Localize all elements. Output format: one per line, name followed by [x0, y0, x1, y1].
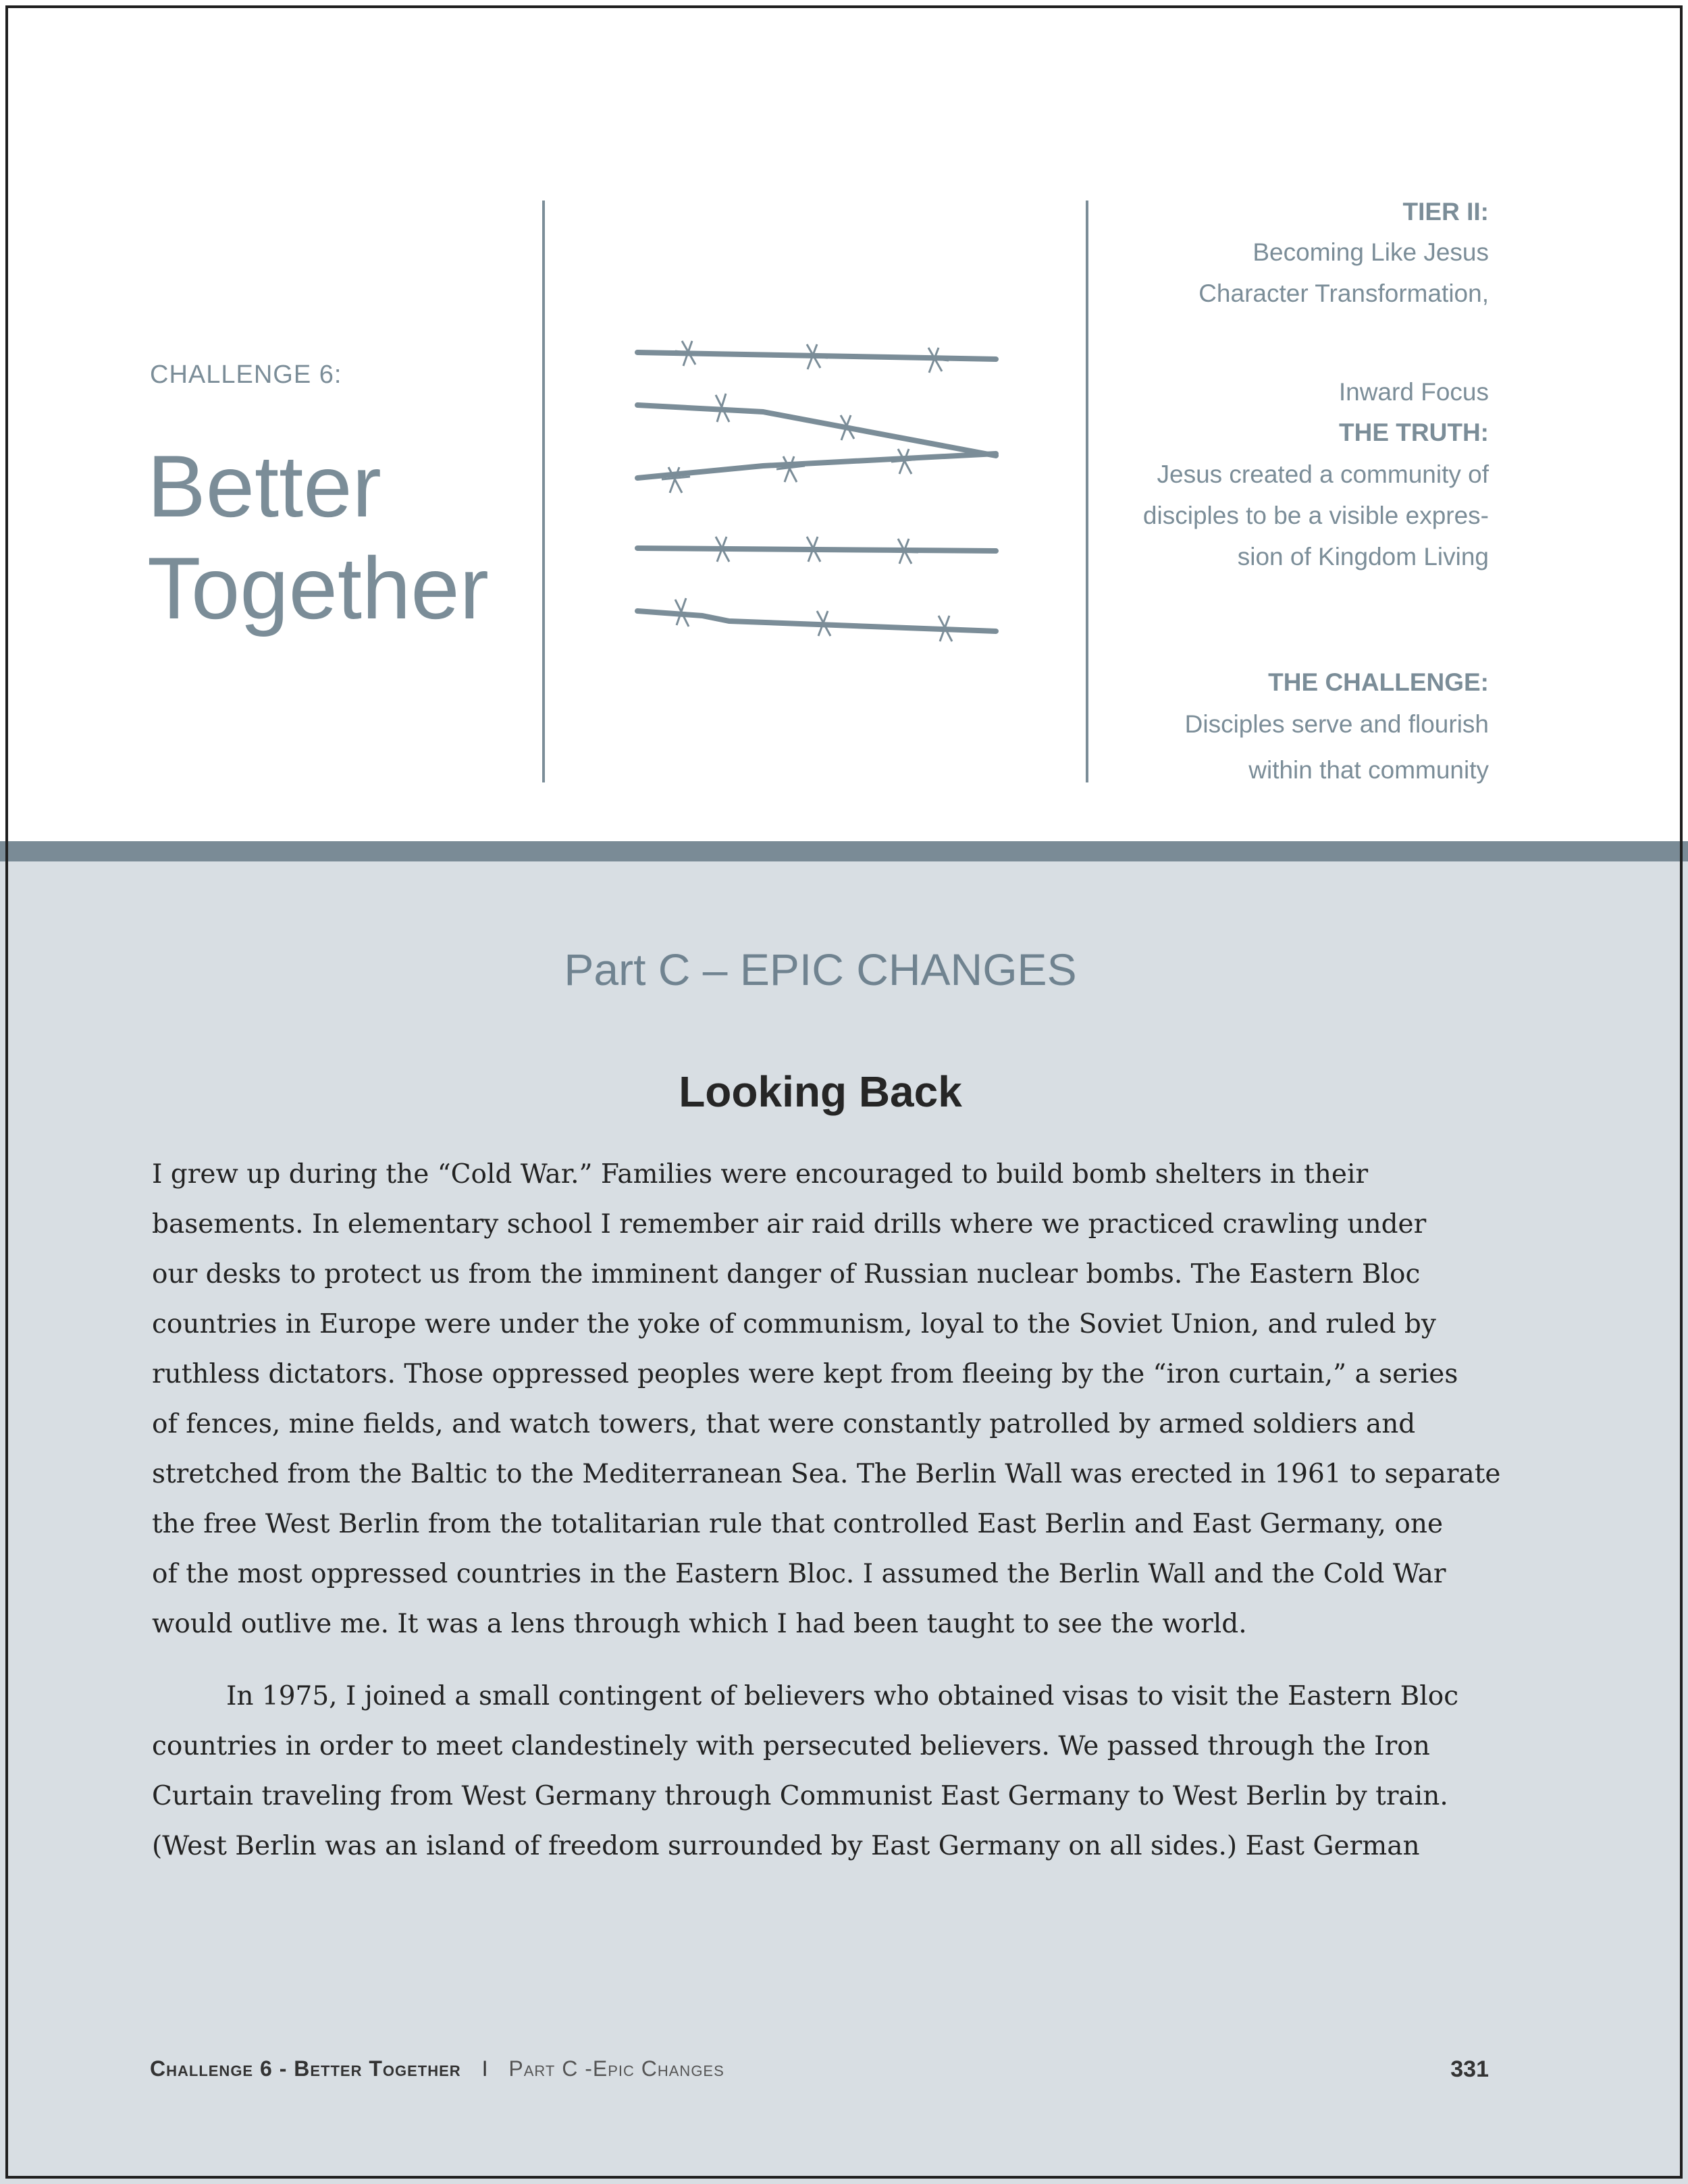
wire-strand-3 [637, 454, 996, 478]
title-line-2: Together [147, 539, 489, 637]
part-heading: Part C – EPIC CHANGES [564, 944, 1077, 994]
paragraph-1 [152, 1150, 1509, 1649]
truth-label: THE TRUTH: [1339, 419, 1489, 446]
paragraph-line: stretched from the Baltic to the Mediterranean Sea. The Berlin Wall was erected in 1961 to separate [152, 1459, 1501, 1489]
footer-separator: I [481, 2056, 488, 2081]
paragraph-line: ruthless dictators. Those oppressed peoples were kept from fleeing by the “iron curtain,” a series [152, 1359, 1458, 1389]
paragraph-line: Curtain traveling from West Germany through Communist East Germany to West Berlin by train. [152, 1781, 1448, 1811]
paragraph-line: (West Berlin was an island of freedom surrounded by East Germany on all sides.) East German [152, 1831, 1420, 1861]
paragraph-line: our desks to protect us from the imminent danger of Russian nuclear bombs. The Eastern Bloc [152, 1259, 1421, 1289]
paragraph-line: In 1975, I joined a small contingent of believers who obtained visas to visit the Eastern Bloc [226, 1681, 1459, 1711]
footer-chapter: Challenge 6 - Better Together [150, 2056, 461, 2081]
title-line-1: Better [147, 437, 381, 535]
barbed-wire-icon [628, 324, 1006, 662]
barbs [662, 341, 959, 641]
truth-line-3: sion of Kingdom Living [1237, 543, 1489, 570]
right-vertical-rule [1086, 201, 1088, 782]
tier-line-2: Character Transformation, [1198, 279, 1489, 307]
paragraph-line: would outlive me. It was a lens through which I had been taught to see the world. [152, 1609, 1247, 1639]
paragraph-line: the free West Berlin from the totalitarian rule that controlled East Berlin and East Germany, one [152, 1509, 1444, 1539]
paragraph-line: countries in Europe were under the yoke of communism, loyal to the Soviet Union, and ruled by [152, 1309, 1436, 1339]
truth-line-1: Jesus created a community of [1157, 460, 1489, 488]
running-footer [150, 2056, 724, 2081]
challenge-line-1: Disciples serve and flourish [1184, 710, 1489, 738]
tier-label: TIER II: [1402, 198, 1489, 225]
paragraph-line: countries in order to meet clandestinely with persecuted believers. We passed through the Iron [152, 1731, 1430, 1761]
left-vertical-rule [542, 201, 545, 782]
paragraph-2 [152, 1672, 1509, 1871]
paragraph-line: of the most oppressed countries in the Eastern Bloc. I assumed the Berlin Wall and the Cold War [152, 1559, 1446, 1589]
focus-line: Inward Focus [1338, 378, 1489, 406]
footer-section: Part C -Epic Changes [508, 2056, 724, 2081]
paragraph-line: of fences, mine fields, and watch towers, that were constantly patrolled by armed soldiers and [152, 1409, 1416, 1439]
paragraph-line: I grew up during the “Cold War.” Families were encouraged to build bomb shelters in their [152, 1159, 1369, 1190]
section-heading: Looking Back [679, 1067, 962, 1116]
challenge-label: CHALLENGE 6: [150, 361, 342, 389]
page-number: 331 [1450, 2056, 1489, 2082]
challenge-line-2: within that community [1248, 756, 1489, 784]
paragraph-line: basements. In elementary school I remember air raid drills where we practiced crawling under [152, 1209, 1427, 1240]
tier-line-1: Becoming Like Jesus [1252, 238, 1489, 266]
wire-strand-2 [637, 405, 996, 456]
challenge-heading: THE CHALLENGE: [1268, 668, 1489, 696]
truth-line-2: disciples to be a visible expres- [1142, 502, 1489, 529]
